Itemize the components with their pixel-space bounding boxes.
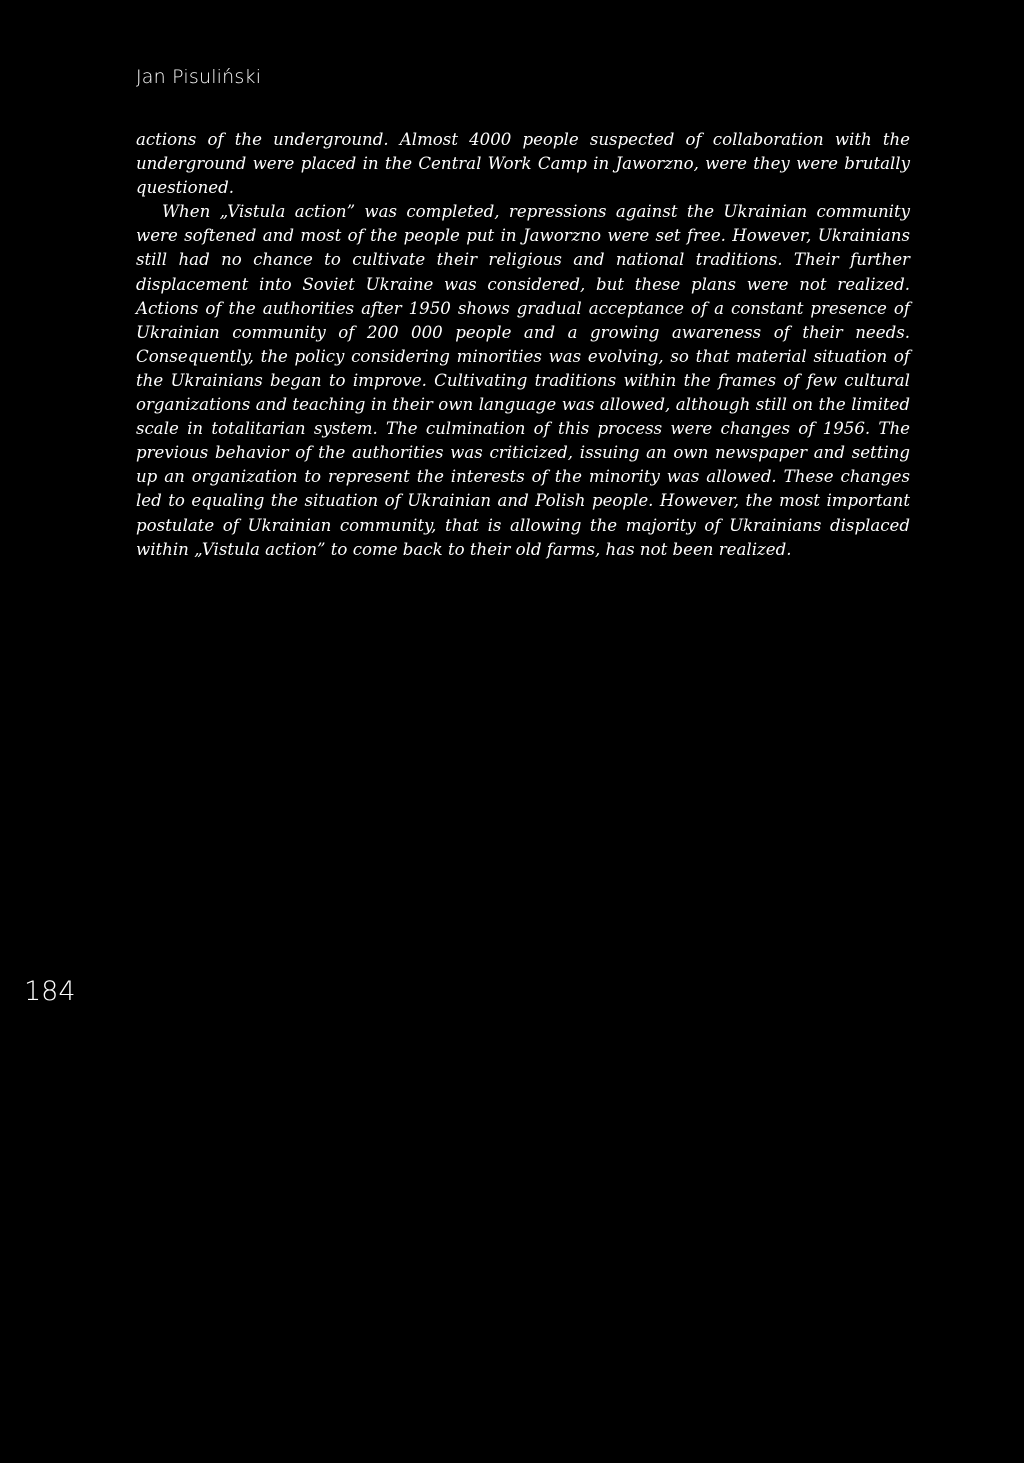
running-head-author: Jan Pisuliński	[136, 66, 262, 88]
paragraph-1: actions of the underground. Almost 4000 people suspected of collaboration with the underground were placed in the Central Work Camp in Jaworzno, were they were brutally questioned.	[136, 130, 910, 198]
page-number: 184	[24, 976, 76, 1007]
paragraph-2: When „Vistula action” was completed, repressions against the Ukrainian community were softened and most of the people put in Jaworzno were set free. However, Ukrainians still had no chance to cultivate their religious and national traditions. Their further displacement into Soviet Ukraine was considered, but these plans were not realized. Actions of the authorities after 1950 shows gradual acceptance of a constant presence of Ukrainian community of 200 000 people and a growing awareness of their needs. Consequently, the policy considering minorities was evolving, so that material situation of the Ukrainians began to improve. Cultivating traditions within the frames of few cultural organizations and teaching in their own language was allowed, although still on the limited scale in totalitarian system. The culmination of this process were changes of 1956. The previous behavior of the authorities was criticized, issuing an own newspaper and setting up an organization to represent the interests of the minority was allowed. These changes led to equaling the situation of Ukrainian and Polish people. However, the most important postulate of Ukrainian community, that is allowing the majority of Ukrainians displaced within „Vistula action” to come back to their old farms, has not been realized.	[136, 202, 910, 559]
body-text	[136, 128, 910, 562]
